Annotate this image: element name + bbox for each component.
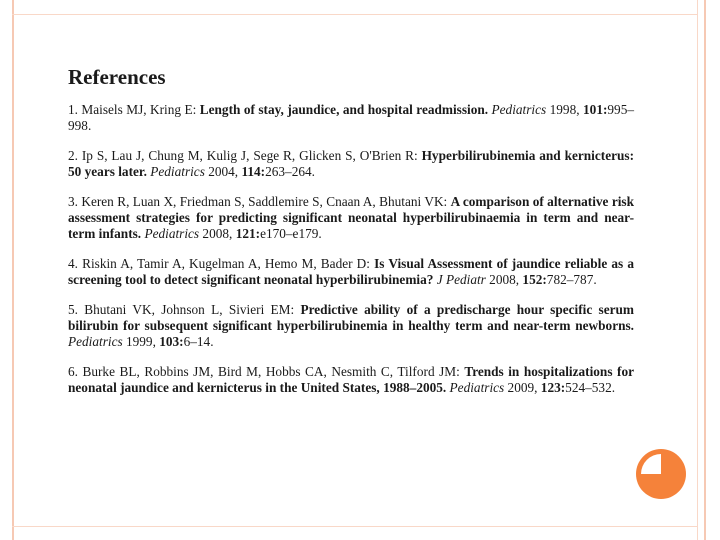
frame-bottom-line (12, 526, 698, 527)
reference-title: Trends in hospitalizations for neonatal jaundice and kernicterus in the United States, 1988–2005. (68, 364, 634, 395)
page-title: References (68, 65, 166, 89)
reference-volume: 123: (540, 379, 566, 395)
reference-year: 2008, (485, 271, 523, 287)
reference-journal: Pediatrics (488, 102, 547, 117)
reference-pages: e170–e179. (260, 225, 322, 241)
reference-year: 2004, (204, 163, 242, 179)
reference-item (68, 256, 634, 288)
reference-volume: 152: (522, 271, 547, 287)
reference-authors: 1. Maisels MJ, Kring E: (68, 102, 200, 117)
reference-item (68, 194, 634, 241)
reference-pages: 263–264. (265, 163, 315, 179)
reference-volume: 103: (159, 333, 184, 349)
reference-title: Length of stay, jaundice, and hospital readmission. (199, 102, 489, 117)
reference-journal: Pediatrics (68, 333, 123, 349)
reference-volume: 101: (583, 102, 608, 117)
reference-journal: Pediatrics (446, 379, 505, 395)
reference-item (68, 102, 634, 134)
reference-volume: 121: (235, 225, 261, 241)
reference-authors: 3. Keren R, Luan X, Friedman S, Saddlemire S, Cnaan A, Bhutani VK: (68, 194, 451, 210)
reference-authors: 2. Ip S, Lau J, Chung M, Kulig J, Sege R, Glicken S, O'Brien R: (68, 148, 422, 164)
reference-authors: 4. Riskin A, Tamir A, Kugelman A, Hemo M, Bader D: (68, 256, 375, 272)
reference-year: 1998, (546, 102, 584, 117)
slide-content (68, 64, 634, 410)
reference-title: Is Visual Assessment of jaundice reliable as a screening tool to detect significant neonatal hyperbilirubinemia? (68, 256, 635, 287)
reference-pages: 524–532. (565, 379, 616, 395)
frame-right-inner-line (697, 0, 698, 540)
reference-year: 2008, (199, 225, 236, 241)
frame-left-line (12, 0, 14, 540)
reference-year: 2009, (504, 379, 541, 395)
reference-volume: 114: (241, 163, 266, 179)
reference-item (68, 364, 634, 396)
reference-year: 1999, (122, 333, 160, 349)
reference-pages: 995–998. (68, 102, 634, 133)
reference-title: A comparison of alternative risk assessment strategies for predicting significant neonatal hyperbilirubinaemia in term and near-term infants. (68, 194, 634, 241)
reference-title: Predictive ability of a predischarge hour specific serum bilirubin for subsequent significant hyperbilirubinemia in healthy term and near-term newborns. (68, 302, 634, 333)
decorative-circle-icon (636, 449, 686, 499)
reference-item (68, 302, 634, 349)
frame-right-outer-line (704, 0, 706, 540)
frame-top-line (12, 14, 698, 15)
reference-pages: 782–787. (546, 271, 597, 287)
reference-item (68, 148, 634, 180)
reference-authors: 5. Bhutani VK, Johnson L, Sivieri EM: (68, 302, 301, 318)
reference-journal: J Pediatr (433, 271, 486, 287)
reference-pages: 6–14. (183, 333, 214, 349)
reference-journal: Pediatrics (141, 225, 200, 241)
reference-authors: 6. Burke BL, Robbins JM, Bird M, Hobbs CA, Nesmith C, Tilford JM: (68, 364, 465, 380)
reference-journal: Pediatrics (146, 163, 205, 179)
reference-title: Hyperbilirubinemia and kernicterus: 50 years later. (68, 148, 634, 179)
